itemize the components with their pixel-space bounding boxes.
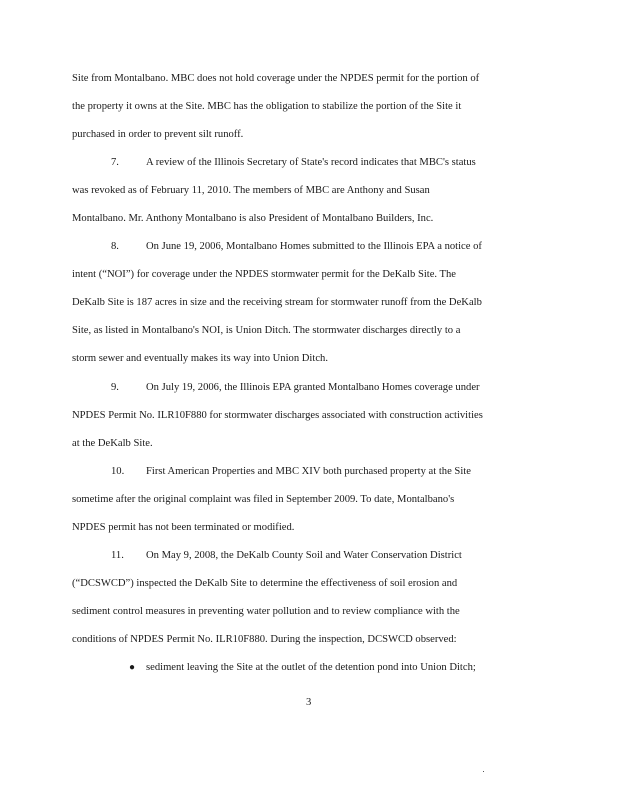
paragraph-number: 11. <box>111 550 124 561</box>
text-line: sediment control measures in preventing water pollution and to review compliance with the <box>72 606 460 617</box>
text-line: Site, as listed in Montalbano's NOI, is Union Ditch. The stormwater discharges directly to a <box>72 325 461 336</box>
text-line: was revoked as of February 11, 2010. The members of MBC are Anthony and Susan <box>72 185 430 196</box>
text-line: intent (“NOI”) for coverage under the NPDES stormwater permit for the DeKalb Site. The <box>72 269 456 280</box>
text-line: DeKalb Site is 187 acres in size and the receiving stream for stormwater runoff from the DeKalb <box>72 297 482 308</box>
text-line: storm sewer and eventually makes its way into Union Ditch. <box>72 353 328 364</box>
text-line: A review of the Illinois Secretary of State's record indicates that MBC's status <box>146 157 476 168</box>
text-line: (“DCSWCD”) inspected the DeKalb Site to determine the effectiveness of soil erosion and <box>72 578 458 589</box>
text-line: purchased in order to prevent silt runoff. <box>72 129 244 140</box>
text-line: On May 9, 2008, the DeKalb County Soil and Water Conservation District <box>146 550 462 561</box>
text-line: Site from Montalbano. MBC does not hold coverage under the NPDES permit for the portion of <box>72 73 480 84</box>
paragraph-number: 9. <box>111 382 119 393</box>
page-number: 3 <box>306 697 312 708</box>
bullet-item: sediment leaving the Site at the outlet of the detention pond into Union Ditch; <box>146 662 476 673</box>
scan-speck <box>483 771 484 772</box>
text-line: at the DeKalb Site. <box>72 438 153 449</box>
text-line: sometime after the original complaint was filed in September 2009. To date, Montalbano's <box>72 494 455 505</box>
text-line: NPDES permit has not been terminated or modified. <box>72 522 295 533</box>
text-line: On July 19, 2006, the Illinois EPA granted Montalbano Homes coverage under <box>146 382 480 393</box>
paragraph-number: 7. <box>111 157 119 168</box>
text-line: First American Properties and MBC XIV both purchased property at the Site <box>146 466 471 477</box>
text-line: Montalbano. Mr. Anthony Montalbano is also President of Montalbano Builders, Inc. <box>72 213 434 224</box>
paragraph-number: 8. <box>111 241 119 252</box>
bullet-icon: ● <box>129 662 136 673</box>
text-line: NPDES Permit No. ILR10F880 for stormwater discharges associated with construction activities <box>72 410 483 421</box>
text-line: On June 19, 2006, Montalbano Homes submitted to the Illinois EPA a notice of <box>146 241 482 252</box>
text-line: the property it owns at the Site. MBC has the obligation to stabilize the portion of the Site it <box>72 101 462 112</box>
text-line: conditions of NPDES Permit No. ILR10F880. During the inspection, DCSWCD observed: <box>72 634 457 645</box>
paragraph-number: 10. <box>111 466 125 477</box>
